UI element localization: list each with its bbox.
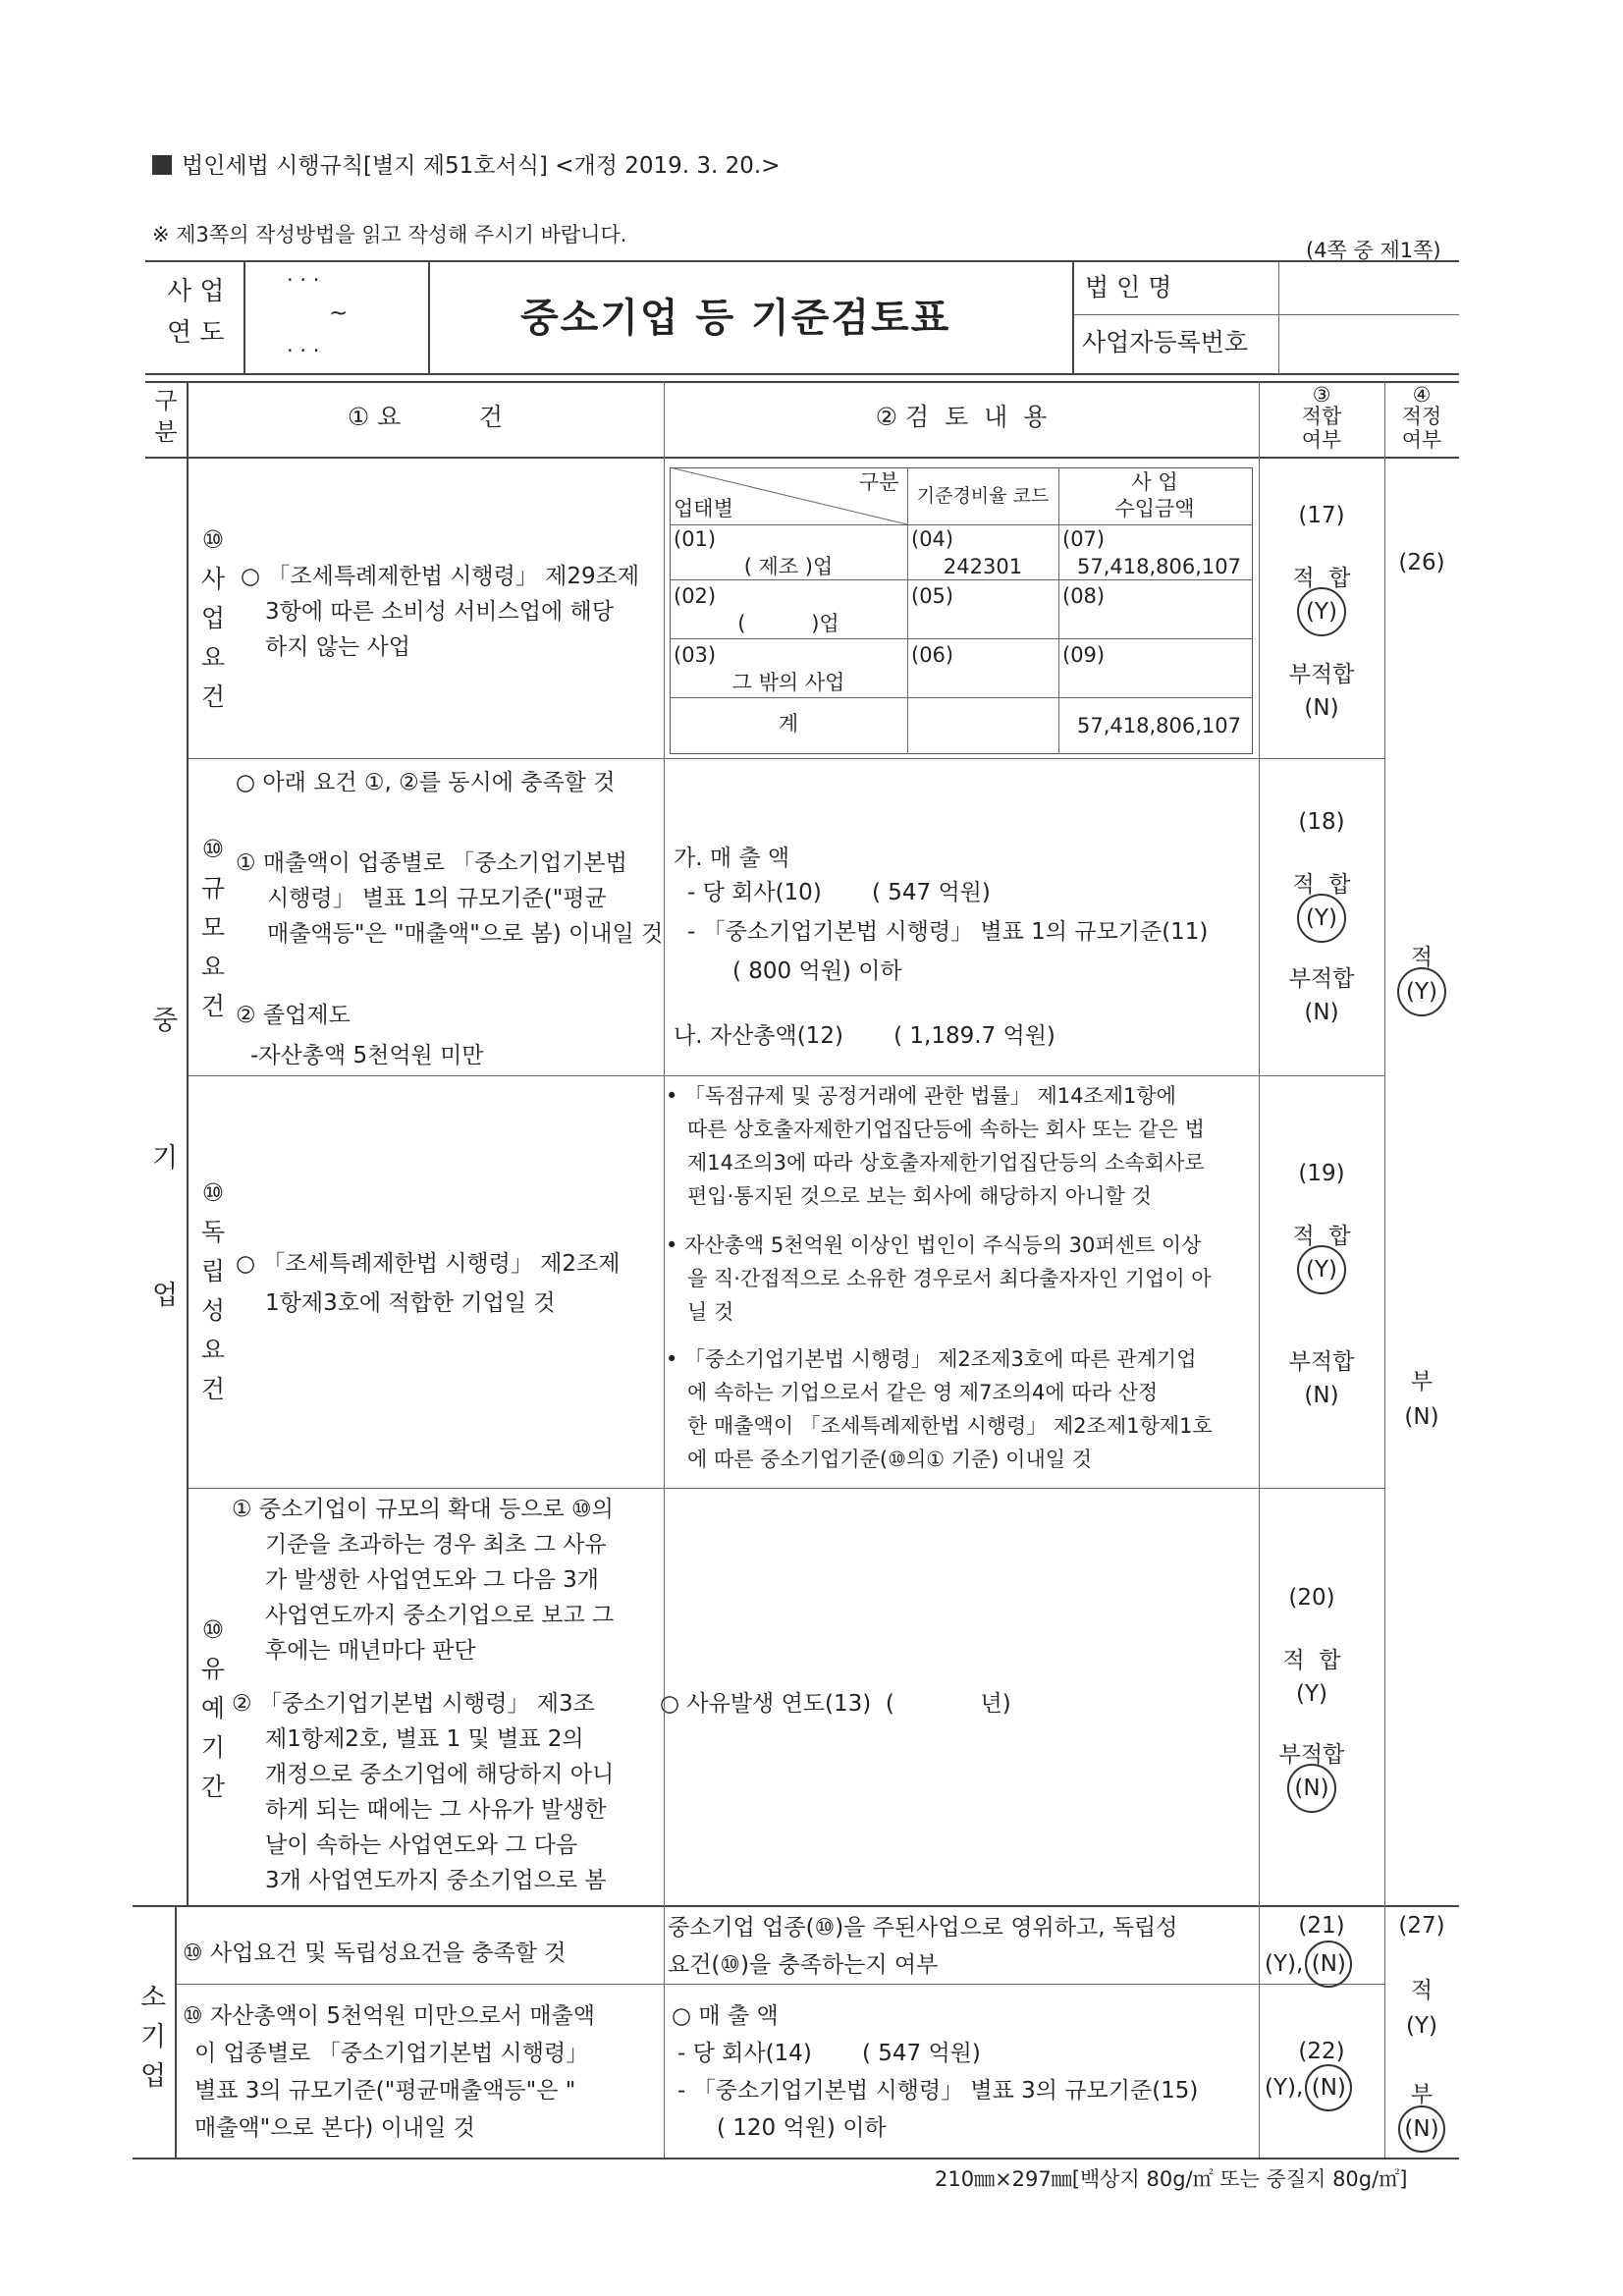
row102-req-6: -자산총액 5천억원 미만 bbox=[250, 1043, 484, 1068]
row103-review-11: 에 따른 중소기업기준(⑩의① 기준) 이내일 것 bbox=[687, 1448, 1092, 1471]
code-num: (05) bbox=[911, 584, 954, 608]
code-num: (04) bbox=[911, 527, 954, 551]
row104-req-6: ② 「중소기업기본법 시행령」 제3조 bbox=[232, 1691, 595, 1717]
period-label-2: 연 도 bbox=[167, 318, 225, 348]
period-tilde: ~ bbox=[329, 301, 349, 326]
fit-18-num: (18) bbox=[1298, 809, 1345, 835]
fit-17-no: 부적합 bbox=[1288, 662, 1355, 687]
row103-req-2: 1항제3호에 적합한 기업일 것 bbox=[265, 1290, 556, 1316]
industry-name: ( 제조 )업 bbox=[743, 555, 834, 578]
fit-17-yes: 적 합 bbox=[1292, 566, 1351, 591]
proper-sme-yes: 적 bbox=[1410, 945, 1434, 970]
col-header-gubun: 구분 bbox=[154, 387, 178, 446]
inner-header-biz: 업태별 bbox=[674, 497, 733, 520]
row103-review-8: • 「중소기업기본법 시행령」 제2조제3호에 따른 관계기업 bbox=[666, 1347, 1197, 1371]
amount-num: (08) bbox=[1062, 584, 1106, 608]
fit-21-n-selected: (N) bbox=[1305, 1941, 1352, 1988]
proper-small-no: 부 bbox=[1410, 2082, 1434, 2107]
code-num: (06) bbox=[911, 643, 954, 667]
row102-review-1: 가. 매 출 액 bbox=[674, 846, 790, 871]
fit-20-num: (20) bbox=[1288, 1585, 1335, 1611]
row104-req-5: 후에는 매년마다 판단 bbox=[265, 1638, 476, 1664]
row104-req-7: 제1항제2호, 별표 1 및 별표 2의 bbox=[265, 1726, 584, 1752]
row104-req-3: 가 발생한 사업연도와 그 다음 3개 bbox=[265, 1567, 600, 1593]
row106-review-1: ○ 매 출 액 bbox=[672, 2003, 779, 2029]
bizno-label: 사업자등록번호 bbox=[1082, 328, 1249, 356]
row102-review-4: ( 800 억원) 이하 bbox=[732, 958, 902, 984]
row102-review-3: - 「중소기업기본법 시행령」 별표 1의 규모기준(11) bbox=[687, 919, 1209, 945]
fit-18-yes: 적 합 bbox=[1292, 872, 1351, 898]
fit-19-no: 부적합 bbox=[1288, 1349, 1355, 1375]
row103-review-10: 한 매출액이 「조세특례제한법 시행령」 제2조제1항제1호 bbox=[687, 1414, 1213, 1438]
row102-review-2: - 당 회사(10) ( 547 억원) bbox=[687, 880, 991, 905]
fit-19-yes: 적 합 bbox=[1292, 1224, 1351, 1249]
proper-26-num: (26) bbox=[1398, 550, 1445, 575]
total-label: 계 bbox=[778, 712, 799, 736]
row104-label: ⑩유예기간 bbox=[200, 1615, 226, 1801]
row104-req-4: 사업연도까지 중소기업으로 보고 그 bbox=[265, 1603, 615, 1628]
fit-18-n: (N) bbox=[1304, 1000, 1339, 1025]
fit-18-y-selected: (Y) bbox=[1297, 894, 1346, 943]
row104-review: ○ 사유발생 연도(13) ( 년) bbox=[660, 1691, 1011, 1717]
period-start-dots: · · · bbox=[287, 268, 320, 292]
col-header-requirement: ① 요 건 bbox=[347, 403, 504, 431]
inner-header-code: 기준경비율 코드 bbox=[916, 485, 1050, 507]
row103-review-3: 제14조의3에 따라 상호출자제한기업집단등의 소속회사로 bbox=[687, 1151, 1205, 1175]
inner-header-gubun: 구분 bbox=[859, 470, 899, 494]
page-title: 중소기업 등 기준검토표 bbox=[520, 296, 951, 341]
row-num: (01) bbox=[674, 527, 717, 551]
fit-20-n-selected: (N) bbox=[1287, 1764, 1336, 1813]
proper-sme-no: 부 bbox=[1410, 1369, 1434, 1394]
row106-req-4: 매출액"으로 본다) 이내일 것 bbox=[194, 2115, 475, 2141]
row102-req-3: 시행령」 별표 1의 규모기준("평균 bbox=[267, 886, 607, 911]
square-bullet-icon bbox=[152, 155, 172, 175]
fit-22-y: (Y), bbox=[1265, 2075, 1304, 2101]
col-header-fit-num: ③ bbox=[1312, 383, 1331, 407]
corp-name-label: 법 인 명 bbox=[1085, 273, 1172, 301]
row103-review-2: 따른 상호출자제한기업집단등에 속하는 회사 또는 같은 법 bbox=[687, 1118, 1205, 1141]
proper-small-yes: 적 bbox=[1410, 1978, 1434, 2003]
fit-21-options bbox=[1265, 1941, 1352, 1988]
proper-small-n-selected: (N) bbox=[1398, 2105, 1445, 2153]
row106-review-3: - 「중소기업기본법 시행령」 별표 3의 규모기준(15) bbox=[677, 2078, 1199, 2104]
row101-label: ⑩사업요건 bbox=[200, 525, 226, 711]
page-indicator: (4쪽 중 제1쪽) bbox=[1306, 239, 1441, 262]
fit-20-yes: 적 합 bbox=[1282, 1648, 1341, 1673]
fit-17-y-selected: (Y) bbox=[1297, 587, 1346, 636]
row106-req-2: 이 업종별로 「중소기업기본법 시행령」 bbox=[194, 2041, 589, 2066]
period-end-dots: · · · bbox=[287, 339, 320, 362]
fit-17-num: (17) bbox=[1298, 503, 1345, 528]
row106-review-4: ( 120 억원) 이하 bbox=[717, 2115, 887, 2141]
row103-review-4: 편입·통지된 것으로 보는 회사에 해당하지 아니할 것 bbox=[687, 1184, 1152, 1208]
fit-19-y-selected: (Y) bbox=[1297, 1245, 1346, 1294]
row106-req-1: ⑩ 자산총액이 5천억원 미만으로서 매출액 bbox=[183, 2003, 595, 2029]
proper-27-num: (27) bbox=[1398, 1913, 1445, 1939]
row105-req: ⑩ 사업요건 및 독립성요건을 충족할 것 bbox=[183, 1941, 567, 1966]
inner-header-income-2: 수입금액 bbox=[1114, 497, 1195, 520]
form-reference: 법인세법 시행규칙[별지 제51호서식] <개정 2019. 3. 20.> bbox=[152, 149, 780, 183]
industry-code: 242301 bbox=[943, 555, 1023, 578]
industry-name: ( )업 bbox=[737, 612, 839, 635]
row104-req-9: 하게 되는 때에는 그 사유가 발생한 bbox=[265, 1797, 607, 1823]
proper-small-y: (Y) bbox=[1406, 2013, 1437, 2039]
col-header-proper: 적정여부 bbox=[1401, 405, 1442, 452]
fit-22-n-selected: (N) bbox=[1305, 2064, 1352, 2111]
row105-review-2: 요건(⑩)을 충족하는지 여부 bbox=[668, 1952, 939, 1978]
total-amount: 57,418,806,107 bbox=[1077, 714, 1241, 738]
proper-sme-n: (N) bbox=[1404, 1404, 1439, 1430]
row104-req-2: 기준을 초과하는 경우 최초 그 사유 bbox=[265, 1532, 607, 1558]
row103-req-1: ○ 「조세특례제한법 시행령」 제2조제 bbox=[236, 1251, 621, 1277]
row105-review-1: 중소기업 업종(⑩)을 주된사업으로 영위하고, 독립성 bbox=[668, 1915, 1178, 1941]
fit-20-no: 부적합 bbox=[1278, 1742, 1345, 1768]
fit-21-num: (21) bbox=[1298, 1913, 1345, 1939]
amount-num: (09) bbox=[1062, 643, 1106, 667]
row102-review-5: 나. 자산총액(12) ( 1,189.7 억원) bbox=[674, 1023, 1055, 1049]
fit-17-n: (N) bbox=[1304, 695, 1339, 721]
row102-label: ⑩규모요건 bbox=[200, 835, 226, 1020]
income-amount: 57,418,806,107 bbox=[1077, 555, 1241, 578]
row103-review-7: 닐 것 bbox=[687, 1300, 734, 1324]
inner-header-income-1: 사 업 bbox=[1131, 470, 1178, 494]
paper-spec-footer: 210㎜×297㎜[백상지 80g/㎡ 또는 중질지 80g/㎡] bbox=[935, 2167, 1408, 2191]
fit-19-n: (N) bbox=[1304, 1383, 1339, 1408]
row103-review-9: 에 속하는 기업으로서 같은 영 제7조의4에 따라 산정 bbox=[687, 1381, 1159, 1404]
period-label-1: 사 업 bbox=[167, 277, 225, 306]
industry-name: 그 밖의 사업 bbox=[731, 671, 845, 694]
amount-num: (07) bbox=[1062, 527, 1106, 551]
fit-20-y: (Y) bbox=[1296, 1681, 1327, 1707]
row103-review-1: • 「독점규제 및 공정거래에 관한 법률」 제14조제1항에 bbox=[666, 1084, 1176, 1108]
row102-req-5: ② 졸업제도 bbox=[236, 1003, 351, 1028]
row103-review-6: 을 직·간접적으로 소유한 경우로서 최다출자자인 기업이 아 bbox=[687, 1267, 1212, 1290]
col-header-proper-num: ④ bbox=[1412, 383, 1432, 407]
row103-review-5: • 자산총액 5천억원 이상인 법인이 주식등의 30퍼센트 이상 bbox=[666, 1233, 1202, 1257]
section-label-small: 소기업 bbox=[139, 1983, 167, 2092]
fit-22-options bbox=[1265, 2064, 1352, 2111]
section-label-sme: 중기업 bbox=[151, 1006, 179, 1311]
col-header-fit: 적합여부 bbox=[1301, 405, 1342, 452]
row106-review-2: - 당 회사(14) ( 547 억원) bbox=[677, 2041, 981, 2066]
row104-req-11: 3개 사업연도까지 중소기업으로 봄 bbox=[265, 1868, 607, 1893]
row104-req-10: 날이 속하는 사업연도와 그 다음 bbox=[265, 1832, 578, 1858]
row102-req-2: ① 매출액이 업종별로 「중소기업기본법 bbox=[236, 850, 627, 876]
proper-sme-y-selected: (Y) bbox=[1397, 967, 1446, 1016]
row102-req-4: 매출액등"은 "매출액"으로 봄) 이내일 것 bbox=[267, 921, 664, 947]
row101-req-3: 하지 않는 사업 bbox=[265, 634, 410, 660]
row102-req-1: ○ 아래 요건 ①, ②를 동시에 충족할 것 bbox=[236, 770, 616, 795]
row-num: (03) bbox=[674, 643, 717, 667]
row101-req-2: 3항에 따른 소비성 서비스업에 해당 bbox=[265, 599, 614, 625]
fit-18-no: 부적합 bbox=[1288, 966, 1355, 992]
fit-22-num: (22) bbox=[1298, 2039, 1345, 2064]
col-header-review: ② 검 토 내 용 bbox=[875, 403, 1048, 431]
fit-21-y: (Y), bbox=[1265, 1951, 1304, 1977]
row-num: (02) bbox=[674, 584, 717, 608]
instruction-note: ※ 제3쪽의 작성방법을 읽고 작성해 주시기 바랍니다. bbox=[152, 223, 627, 246]
row101-req-1: ○ 「조세특례제한법 시행령」 제29조제 bbox=[241, 564, 640, 589]
fit-19-num: (19) bbox=[1298, 1161, 1345, 1186]
row106-req-3: 별표 3의 규모기준("평균매출액등"은 " bbox=[194, 2078, 576, 2104]
row104-req-8: 개정으로 중소기업에 해당하지 아니 bbox=[265, 1762, 615, 1787]
row104-req-1: ① 중소기업이 규모의 확대 등으로 ⑩의 bbox=[232, 1497, 614, 1522]
row103-label: ⑩독립성요건 bbox=[200, 1178, 226, 1403]
